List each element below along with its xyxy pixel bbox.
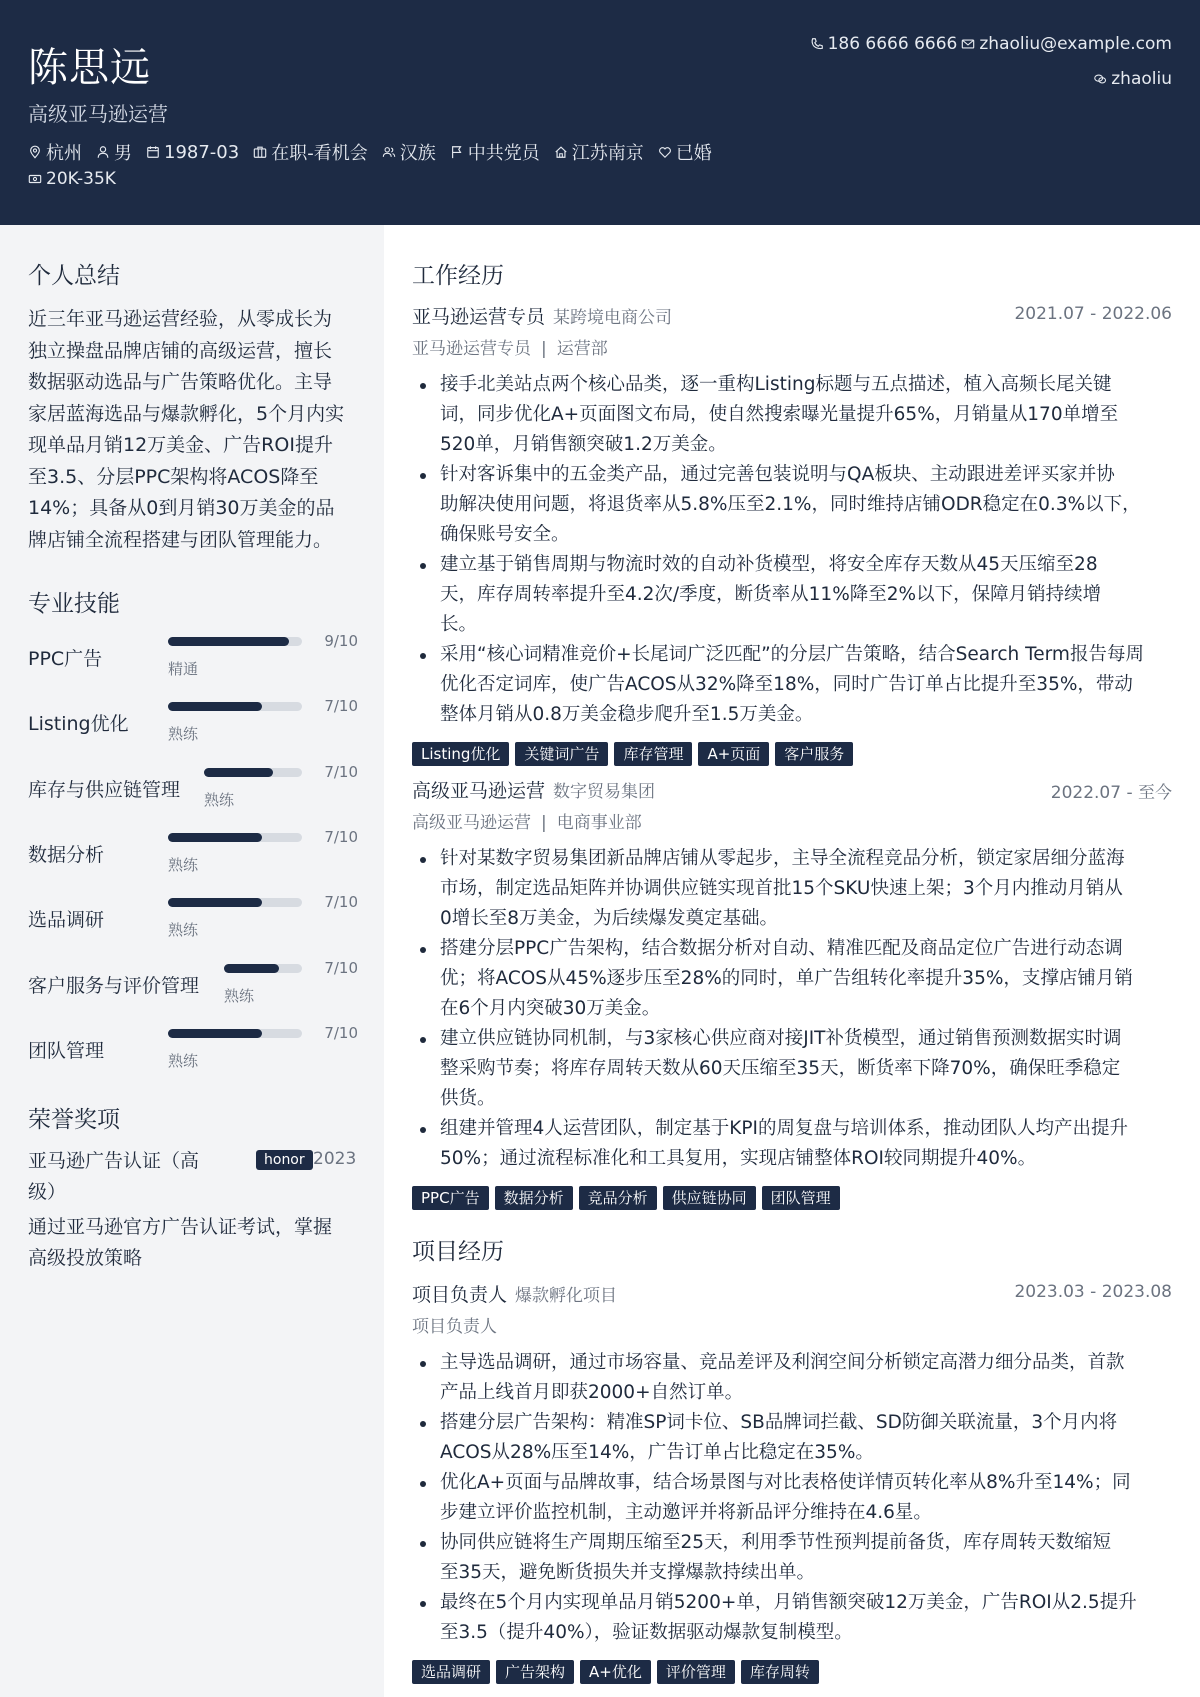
money-icon xyxy=(28,172,42,186)
meta-location: 杭州 xyxy=(28,139,82,165)
skill-fill xyxy=(168,637,289,646)
job-tags xyxy=(412,742,1172,766)
tag: 库存管理 xyxy=(614,742,692,766)
location-icon xyxy=(28,145,42,159)
tag: 竞品分析 xyxy=(579,1186,657,1210)
tag: 客户服务 xyxy=(775,742,853,766)
tag: 评价管理 xyxy=(657,1660,735,1684)
tag: 团队管理 xyxy=(762,1186,840,1210)
meta-status: 在职-看机会 xyxy=(253,139,368,165)
list-item: 建立供应链协同机制，与3家核心供应商对接JIT补货模型，通过销售预测数据实时调 整采购节奏；将库存周转天数从60天压缩至35天，断货率下降70%，确保旺季稳定 供货。 xyxy=(412,1024,1172,1114)
list-item: 建立基于销售周期与物流时效的自动补货模型，将安全库存天数从45天压缩至28 天，库存周转率提升至4.2次/季度，断货率从11%降至2%以下，保障月销持续增 长。 xyxy=(412,550,1172,640)
candidate-title: 高级亚马逊运营 xyxy=(28,102,168,126)
heart-icon xyxy=(658,145,672,159)
calendar-icon xyxy=(146,145,160,159)
list-item: 针对某数字贸易集团新品牌店铺从零起步，主导全流程竞品分析，锁定家居细分蓝海 市场，制定选品矩阵并协调供应链实现首批15个SKU快速上架；3个月内推动月销从 0增长至8万美金，为后续爆发奠定基础。 xyxy=(412,844,1172,934)
skill-level: 熟练 xyxy=(168,725,199,743)
skill-level: 熟练 xyxy=(204,791,235,809)
flag-icon xyxy=(450,145,464,159)
job-date: 2022.07 - 至今 xyxy=(1050,783,1172,803)
skill-fill xyxy=(168,898,262,907)
skill-name: 选品调研 xyxy=(28,909,105,931)
work-title: 工作经历 xyxy=(412,263,504,289)
skill-score: 7/10 xyxy=(324,763,358,781)
skill-score: 7/10 xyxy=(324,1024,358,1042)
skill-name: PPC广告 xyxy=(28,648,103,670)
tag: A+页面 xyxy=(698,742,769,766)
job-date: 2021.07 - 2022.06 xyxy=(1014,304,1172,324)
honor-badge: honor xyxy=(256,1150,313,1170)
skill-bar xyxy=(168,637,302,646)
list-item: 最终在5个月内实现单品月销5200+单，月销售额突破12万美金，广告ROI从2.5提升 至3.5（提升40%），验证数据驱动爆款复制模型。 xyxy=(412,1588,1172,1648)
project-bullets xyxy=(412,1348,1172,1648)
skill-fill xyxy=(168,833,262,842)
skill-name: 库存与供应链管理 xyxy=(28,779,181,801)
email-address: zhaoliu@example.com xyxy=(979,34,1172,54)
summary-title: 个人总结 xyxy=(28,263,120,289)
skill-score: 7/10 xyxy=(324,828,358,846)
meta-birth: 1987-03 xyxy=(146,142,239,163)
list-item: 组建并管理4人运营团队，制定基于KPI的周复盘与培训体系，推动团队人均产出提升 50%；通过流程标准化和工具复用，实现店铺整体ROI较同期提升40%。 xyxy=(412,1114,1172,1174)
job-subline: 高级亚马逊运营 | 电商事业部 xyxy=(412,813,642,833)
project-tags xyxy=(412,1660,1172,1684)
personal-meta-row xyxy=(28,139,712,165)
job-role: 亚马逊运营专员 xyxy=(412,306,546,328)
skill-level: 熟练 xyxy=(168,921,199,939)
meta-ethnicity: 汉族 xyxy=(382,139,436,165)
skill-item xyxy=(28,763,358,813)
salary-range: 20K-35K xyxy=(46,169,116,189)
skill-score: 7/10 xyxy=(324,697,358,715)
job-bullets xyxy=(412,844,1172,1174)
wechat-icon xyxy=(1093,72,1107,86)
skill-score: 9/10 xyxy=(324,632,358,650)
skill-fill xyxy=(168,702,262,711)
tag: 供应链协同 xyxy=(663,1186,756,1210)
skill-name: 团队管理 xyxy=(28,1040,105,1062)
project-date: 2023.03 - 2023.08 xyxy=(1014,1282,1172,1302)
skill-item xyxy=(28,697,358,747)
summary-text: 近三年亚马逊运营经验，从零成长为 独立操盘品牌店铺的高级运营，擅长 数据驱动选品与广告策略优化。主导 家居蓝海选品与爆款孵化，5个月内实 现单品月销12万美金、广告ROI提升 至3.5、分层PPC架构将ACOS降至 14%；具备从0到月销30万美金的品 牌店铺全流程搭建与团队管理能力。 xyxy=(28,308,345,551)
wechat-id: zhaoliu xyxy=(1111,69,1172,89)
tag: 选品调研 xyxy=(412,1660,490,1684)
skill-level: 熟练 xyxy=(168,856,199,874)
job-entry xyxy=(412,302,1172,766)
list-item: 协同供应链将生产周期压缩至25天，利用季节性预判提前备货，库存周转天数缩短 至35天，避免断货损失并支撑爆款持续出单。 xyxy=(412,1528,1172,1588)
tag: 关键词广告 xyxy=(515,742,608,766)
phone-contact[interactable] xyxy=(810,34,958,54)
job-company: 数字贸易集团 xyxy=(553,782,656,802)
contact-row xyxy=(810,34,1172,54)
meta-marital: 已婚 xyxy=(658,139,712,165)
skill-item xyxy=(28,632,358,682)
honor-year: 2023 xyxy=(313,1149,357,1169)
phone-icon xyxy=(810,37,824,51)
skill-bar xyxy=(168,1029,302,1038)
list-item: 采用“核心词精准竞价+长尾词广泛匹配”的分层广告策略，结合Search Term报告每周 优化否定词库，使广告ACOS从32%降至18%，同时广告订单占比提升至35%，带动 整体月销从0.8万美金稳步爬升至1.5万美金。 xyxy=(412,640,1172,730)
job-subline: 亚马逊运营专员 | 运营部 xyxy=(412,339,608,359)
list-item: 搭建分层PPC广告架构，结合数据分析对自动、精准匹配及商品定位广告进行动态调 优；将ACOS从45%逐步压至28%的同时，单广告组转化率提升35%，支撑店铺月销 在6个月内突破30万美金。 xyxy=(412,934,1172,1024)
skill-score: 7/10 xyxy=(324,893,358,911)
home-icon xyxy=(554,145,568,159)
project-title: 项目经历 xyxy=(412,1239,504,1265)
email-contact[interactable] xyxy=(961,34,1172,54)
meta-gender: 男 xyxy=(96,139,132,165)
tag: 库存周转 xyxy=(741,1660,819,1684)
job-tags xyxy=(412,1186,1172,1210)
wechat-contact[interactable] xyxy=(1093,69,1172,89)
honors-title: 荣誉奖项 xyxy=(28,1107,120,1133)
briefcase-icon xyxy=(253,145,267,159)
project-role: 项目负责人 xyxy=(412,1284,508,1306)
skill-fill xyxy=(224,964,279,973)
skill-name: 客户服务与评价管理 xyxy=(28,975,200,997)
people-icon xyxy=(382,145,396,159)
list-item: 针对客诉集中的五金类产品，通过完善包装说明与QA板块、主动跟进差评买家并协 助解决使用问题，将退货率从5.8%压至2.1%，同时维持店铺ODR稳定在0.3%以下， 确保账号安全。 xyxy=(412,460,1172,550)
skill-name: 数据分析 xyxy=(28,844,105,866)
list-item: 优化A+页面与品牌故事，结合场景图与对比表格使详情页转化率从8%升至14%；同 步建立评价监控机制，主动邀评并将新品评分维持在4.6星。 xyxy=(412,1468,1172,1528)
skill-name: Listing优化 xyxy=(28,713,129,735)
list-item: 接手北美站点两个核心品类，逐一重构Listing标题与五点描述，植入高频长尾关键 词，同步优化A+页面图文布局，使自然搜索曝光量提升65%，月销量从170单增至 520单，月销售额突破1.2万美金。 xyxy=(412,370,1172,460)
skill-item xyxy=(28,959,358,1009)
project-name: 爆款孵化项目 xyxy=(515,1286,618,1306)
gender-icon xyxy=(96,145,110,159)
meta-hometown: 江苏南京 xyxy=(554,139,644,165)
skill-item xyxy=(28,828,358,878)
tag: A+优化 xyxy=(580,1660,651,1684)
candidate-name: 陈思远 xyxy=(28,45,151,91)
skill-bar xyxy=(168,898,302,907)
tag: PPC广告 xyxy=(412,1186,489,1210)
honor-description: 通过亚马逊官方广告认证考试，掌握 高级投放策略 xyxy=(28,1216,333,1269)
skill-item xyxy=(28,1024,358,1074)
tag: Listing优化 xyxy=(412,742,509,766)
skills-title: 专业技能 xyxy=(28,591,120,617)
job-bullets xyxy=(412,370,1172,730)
skill-score: 7/10 xyxy=(324,959,358,977)
salary-meta xyxy=(28,169,116,189)
list-item: 主导选品调研，通过市场容量、竞品差评及利润空间分析锁定高潜力细分品类，首款 产品上线首月即获2000+自然订单。 xyxy=(412,1348,1172,1408)
job-role: 高级亚马逊运营 xyxy=(412,780,546,802)
project-subline: 项目负责人 xyxy=(412,1317,497,1337)
list-item: 搭建分层广告架构：精准SP词卡位、SB品牌词拦截、SD防御关联流量，3个月内将 ACOS从28%压至14%，广告订单占比稳定在35%。 xyxy=(412,1408,1172,1468)
job-entry xyxy=(412,776,1172,1210)
phone-number: 186 6666 6666 xyxy=(827,34,958,54)
meta-political: 中共党员 xyxy=(450,139,540,165)
skill-bar xyxy=(224,964,302,973)
tag: 广告架构 xyxy=(496,1660,574,1684)
skill-level: 精通 xyxy=(168,660,199,678)
skill-fill xyxy=(168,1029,262,1038)
resume-header xyxy=(0,0,1200,225)
skill-item xyxy=(28,893,358,943)
job-company: 某跨境电商公司 xyxy=(553,308,673,328)
skill-level: 熟练 xyxy=(224,987,255,1005)
tag: 数据分析 xyxy=(495,1186,573,1210)
skill-bar xyxy=(204,768,302,777)
mail-icon xyxy=(961,37,975,51)
honor-name: 亚马逊广告认证（高 级） xyxy=(28,1150,200,1203)
skill-fill xyxy=(204,768,273,777)
skill-bar xyxy=(168,833,302,842)
skill-bar xyxy=(168,702,302,711)
skill-level: 熟练 xyxy=(168,1052,199,1070)
project-entry xyxy=(412,1280,1172,1684)
